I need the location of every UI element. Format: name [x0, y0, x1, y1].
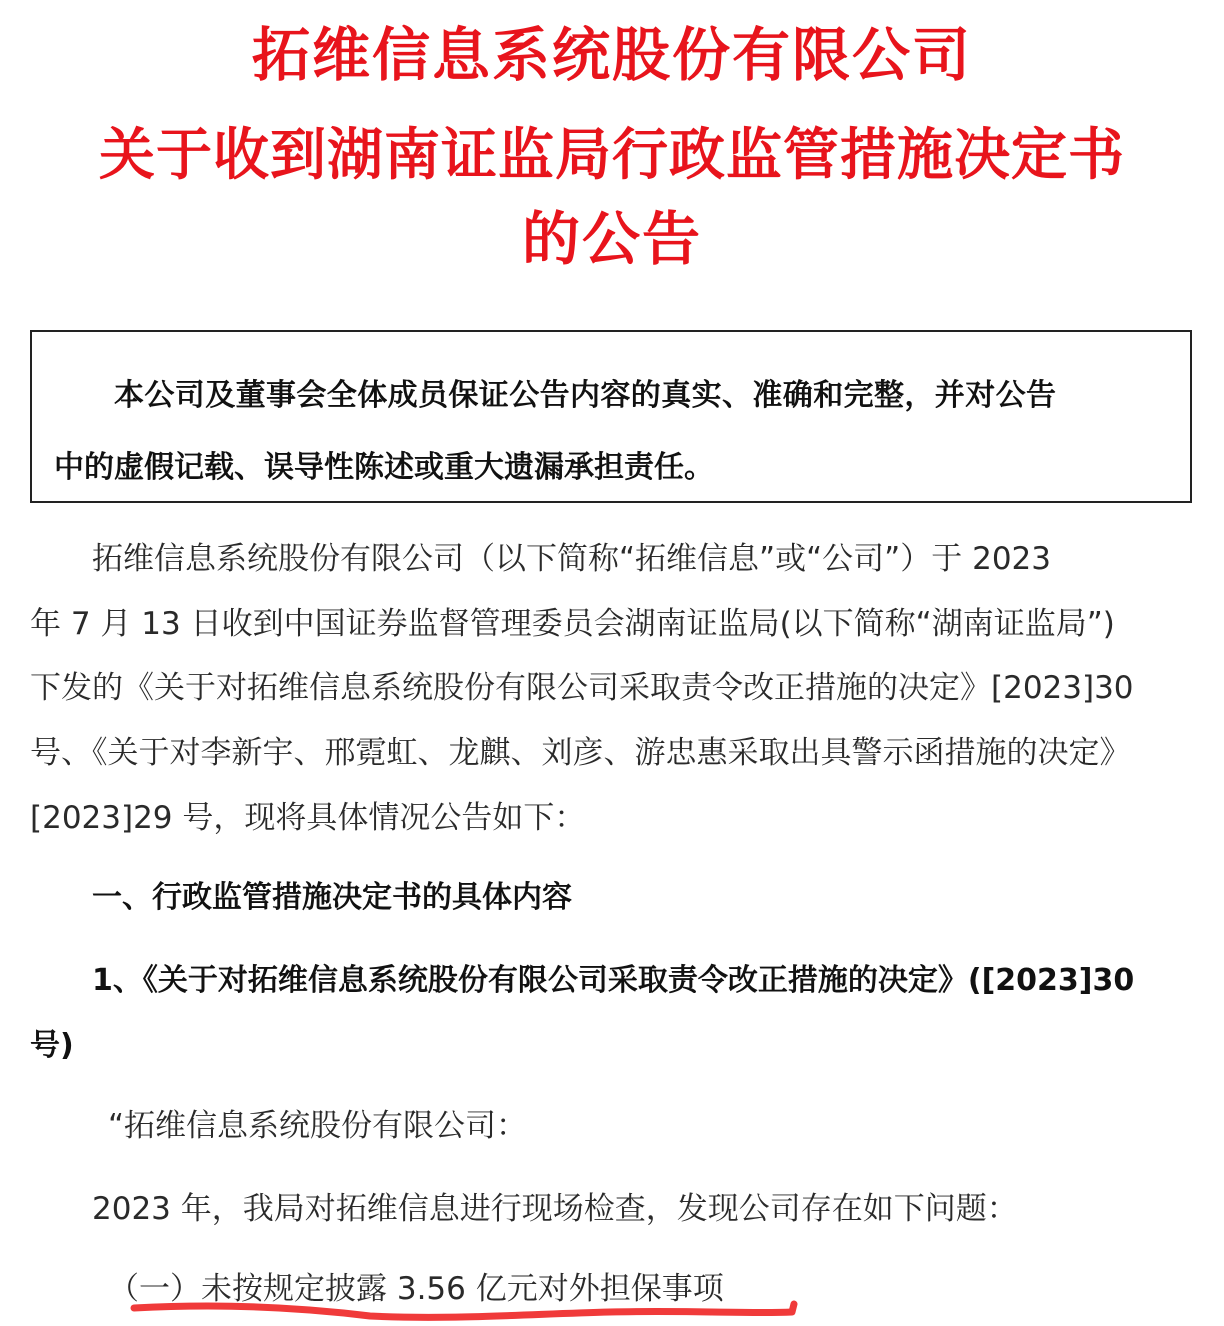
inspection-statement: 2023 年，我局对拓维信息进行现场检查，发现公司存在如下问题： [92, 1191, 1018, 1227]
intro-line-2: 年 7 月 13 日收到中国证券监督管理委员会湖南证监局(以下简称“湖南证监局”) [30, 606, 1115, 642]
title-subject: 关于收到湖南证监局行政监管措施决定书 [99, 123, 1125, 188]
disclaimer-line-2: 中的虚假记载、误导性陈述或重大遗漏承担责任。 [54, 450, 714, 485]
subsection-heading-line-2: 号) [30, 1028, 74, 1063]
red-highlight-underline [130, 1300, 800, 1322]
intro-line-5: [2023]29 号，现将具体情况公告如下： [30, 800, 586, 836]
section-heading: 一、行政监管措施决定书的具体内容 [92, 880, 572, 915]
intro-line-4: 号、《关于对李新宇、邢霓虹、龙麒、刘彦、游忠惠采取出具警示函措施的决定》 [30, 735, 1131, 771]
subsection-heading-line-1: 1、《关于对拓维信息系统股份有限公司采取责令改正措施的决定》([2023]30 [92, 963, 1135, 998]
title-company-name: 拓维信息系统股份有限公司 [251, 21, 972, 89]
title-suffix: 的公告 [521, 205, 702, 273]
intro-line-1: 拓维信息系统股份有限公司（以下简称“拓维信息”或“公司”）于 2023 [92, 541, 1051, 577]
issue-item-1: （一）未按规定披露 3.56 亿元对外担保事项 [108, 1271, 724, 1307]
disclaimer-line-1: 本公司及董事会全体成员保证公告内容的真实、准确和完整，并对公告 [114, 378, 1057, 413]
disclaimer-box [30, 330, 1192, 503]
intro-line-3: 下发的《关于对拓维信息系统股份有限公司采取责令改正措施的决定》[2023]30 [30, 670, 1134, 706]
salutation: “拓维信息系统股份有限公司： [108, 1108, 528, 1144]
